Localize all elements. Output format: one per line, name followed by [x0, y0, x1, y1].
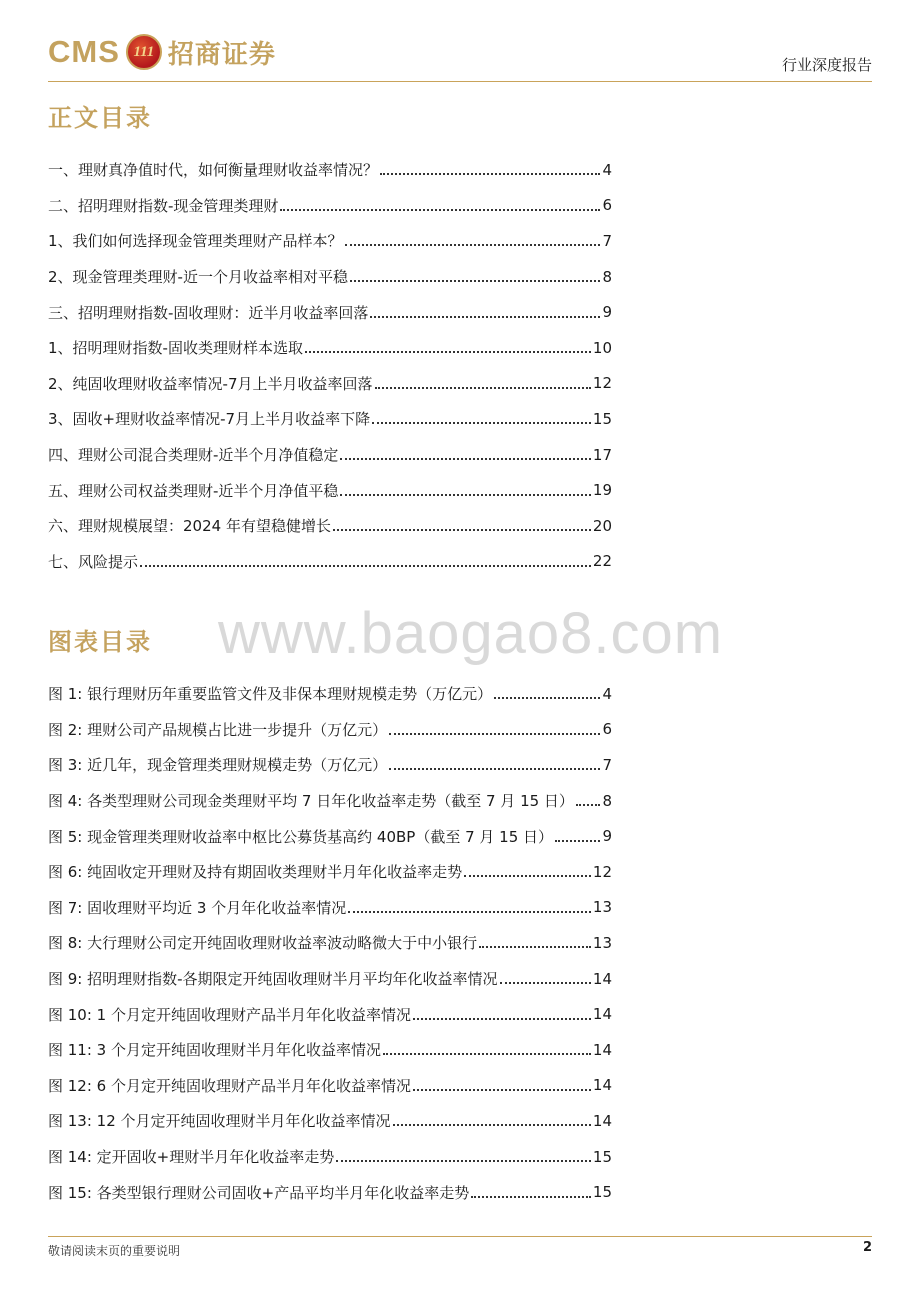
- logo-badge-text: 111: [133, 43, 155, 60]
- toc-entry-label: 六、理财规模展望：2024 年有望稳健增长: [48, 517, 331, 536]
- toc-entry-page: 6: [602, 196, 612, 215]
- toc-entry-leader-dots: [305, 340, 591, 355]
- figure-entry-leader-dots: [555, 829, 600, 844]
- toc-entry-label: 1、招明理财指数-固收类理财样本选取: [48, 339, 303, 358]
- figure-entry-label: 图 14: 定开固收+理财半月年化收益率走势: [48, 1148, 335, 1167]
- toc-entry-page: 12: [592, 374, 612, 393]
- toc-entry-page: 15: [592, 409, 612, 428]
- figure-entry-leader-dots: [413, 1078, 591, 1093]
- toc-entry-label: 一、理财真净值时代，如何衡量理财收益率情况？: [48, 161, 379, 180]
- figure-entry-label: 图 1: 银行理财历年重要监管文件及非保本理财规模走势（万亿元）: [48, 685, 493, 704]
- figure-entry[interactable]: [48, 676, 612, 712]
- figure-entry-label: 图 6: 纯固收定开理财及持有期固收类理财半月年化收益率走势: [48, 863, 463, 882]
- toc-entry-leader-dots: [370, 305, 600, 320]
- report-type-label: 行业深度报告: [781, 56, 872, 74]
- figure-entry-page: 15: [592, 1147, 612, 1166]
- figure-entry-page: 14: [592, 969, 612, 988]
- logo-cms-text: CMS: [48, 34, 120, 69]
- toc-entry-leader-dots: [340, 447, 590, 462]
- figure-entry-leader-dots: [494, 686, 600, 701]
- toc-entry-label: 1、我们如何选择现金管理类理财产品样本？: [48, 232, 343, 251]
- toc-entry[interactable]: [48, 223, 612, 259]
- figure-entry-leader-dots: [479, 935, 591, 950]
- toc-entry-page: 4: [602, 160, 612, 179]
- figure-entry-label: 图 5: 现金管理类理财收益率中枢比公募货基高约 40BP（截至 7 月 15 日）: [48, 827, 554, 846]
- toc-entry[interactable]: [48, 366, 612, 402]
- toc-entry-leader-dots: [340, 483, 590, 498]
- figure-entry-leader-dots: [576, 793, 601, 808]
- figure-entry-page: 6: [602, 720, 612, 739]
- toc-entry-label: 二、招明理财指数-现金管理类理财: [48, 196, 279, 215]
- footer-note: 敬请阅读末页的重要说明: [48, 1244, 181, 1258]
- toc-entry[interactable]: [48, 259, 612, 295]
- figure-entry[interactable]: [48, 890, 612, 926]
- figure-entry-page: 14: [592, 1111, 612, 1130]
- figure-entry-page: 13: [592, 898, 612, 917]
- toc-entry-leader-dots: [372, 411, 591, 426]
- figure-entry-leader-dots: [413, 1007, 591, 1022]
- figure-list: [48, 676, 612, 1210]
- toc-entry-leader-dots: [280, 198, 600, 213]
- toc-entry[interactable]: [48, 294, 612, 330]
- figure-entry-page: 12: [592, 862, 612, 881]
- figure-entry-label: 图 12: 6 个月定开纯固收理财产品半月年化收益率情况: [48, 1076, 411, 1095]
- figure-entry-page: 14: [592, 1005, 612, 1024]
- toc-entry-page: 17: [592, 445, 612, 464]
- figure-entry[interactable]: [48, 961, 612, 997]
- figure-entry-label: 图 3: 近几年，现金管理类理财规模走势（万亿元）: [48, 756, 388, 775]
- toc-entry-label: 2、纯固收理财收益率情况-7月上半月收益率回落: [48, 374, 373, 393]
- toc-entry-leader-dots: [350, 269, 600, 284]
- toc-entry-page: 10: [592, 338, 612, 357]
- figure-entry[interactable]: [48, 1139, 612, 1175]
- toc-entry-page: 9: [602, 303, 612, 322]
- page-number: 2: [862, 1240, 872, 1255]
- figure-entry-page: 15: [592, 1183, 612, 1202]
- toc-title: 正文目录: [48, 103, 152, 132]
- logo-company-name: 招商证券: [167, 39, 276, 70]
- figure-entry[interactable]: [48, 996, 612, 1032]
- figure-entry[interactable]: [48, 783, 612, 819]
- toc-list: [48, 152, 612, 579]
- toc-entry-page: 19: [592, 481, 612, 500]
- figure-entry-leader-dots: [471, 1185, 591, 1200]
- logo-badge-icon: [126, 34, 162, 70]
- figure-entry-label: 图 11: 3 个月定开纯固收理财半月年化收益率情况: [48, 1041, 381, 1060]
- figure-entry-label: 图 8: 大行理财公司定开纯固收理财收益率波动略微大于中小银行: [48, 934, 478, 953]
- toc-entry-leader-dots: [333, 518, 591, 533]
- figure-entry-page: 14: [592, 1040, 612, 1059]
- figure-entry-page: 9: [602, 827, 612, 846]
- page-header: [48, 30, 872, 82]
- toc-entry[interactable]: [48, 472, 612, 508]
- toc-entry-label: 2、现金管理类理财-近一个月收益率相对平稳: [48, 268, 348, 287]
- toc-entry[interactable]: [48, 508, 612, 544]
- figure-entry-label: 图 13: 12 个月定开纯固收理财半月年化收益率情况: [48, 1112, 391, 1131]
- figure-entry-page: 8: [602, 791, 612, 810]
- figure-entry-label: 图 4: 各类型理财公司现金类理财平均 7 日年化收益率走势（截至 7 月 15 日）: [48, 792, 574, 811]
- figure-entry-leader-dots: [500, 971, 591, 986]
- toc-entry[interactable]: [48, 188, 612, 224]
- figure-entry-leader-dots: [383, 1042, 591, 1057]
- toc-entry[interactable]: [48, 152, 612, 188]
- figure-entry[interactable]: [48, 1103, 612, 1139]
- toc-entry-label: 四、理财公司混合类理财-近半个月净值稳定: [48, 446, 339, 465]
- figure-entry-label: 图 10: 1 个月定开纯固收理财产品半月年化收益率情况: [48, 1005, 411, 1024]
- toc-entry-label: 七、风险提示: [48, 552, 139, 571]
- figure-entry[interactable]: [48, 1068, 612, 1104]
- toc-entry[interactable]: [48, 401, 612, 437]
- figure-entry[interactable]: [48, 1032, 612, 1068]
- toc-entry-page: 22: [592, 552, 612, 571]
- toc-entry[interactable]: [48, 544, 612, 580]
- footer-divider: [48, 1236, 872, 1237]
- figure-entry-leader-dots: [393, 1113, 591, 1128]
- figure-entry-leader-dots: [464, 864, 591, 879]
- toc-entry-leader-dots: [345, 233, 601, 248]
- figure-entry-page: 13: [592, 933, 612, 952]
- figure-entry[interactable]: [48, 818, 612, 854]
- figure-list-title: 图表目录: [48, 627, 152, 656]
- figure-entry-label: 图 15: 各类型银行理财公司固收+产品平均半月年化收益率走势: [48, 1183, 470, 1202]
- figure-entry-leader-dots: [348, 900, 591, 915]
- figure-entry[interactable]: [48, 925, 612, 961]
- watermark: www.baogao8.com: [218, 601, 724, 666]
- figure-entry[interactable]: [48, 747, 612, 783]
- toc-entry-page: 8: [602, 267, 612, 286]
- figure-entry-leader-dots: [389, 722, 600, 737]
- toc-entry-page: 20: [592, 516, 612, 535]
- figure-entry-leader-dots: [336, 1149, 591, 1164]
- toc-entry[interactable]: [48, 330, 612, 366]
- header-divider: [48, 81, 872, 82]
- figure-entry-page: 14: [592, 1076, 612, 1095]
- company-logo: [48, 32, 276, 72]
- figure-entry-label: 图 9: 招明理财指数-各期限定开纯固收理财半月平均年化收益率情况: [48, 970, 498, 989]
- figure-entry-page: 4: [602, 684, 612, 703]
- figure-entry-page: 7: [602, 755, 612, 774]
- toc-entry-page: 7: [602, 231, 612, 250]
- figure-entry-leader-dots: [389, 757, 600, 772]
- toc-entry-label: 五、理财公司权益类理财-近半个月净值平稳: [48, 481, 339, 500]
- toc-entry[interactable]: [48, 437, 612, 473]
- toc-entry-label: 三、招明理财指数-固收理财：近半月收益率回落: [48, 303, 369, 322]
- toc-entry-leader-dots: [140, 554, 591, 569]
- figure-entry[interactable]: [48, 1174, 612, 1210]
- figure-entry-label: 图 2: 理财公司产品规模占比进一步提升（万亿元）: [48, 720, 388, 739]
- figure-entry[interactable]: [48, 854, 612, 890]
- toc-entry-label: 3、固收+理财收益率情况-7月上半月收益率下降: [48, 410, 371, 429]
- figure-entry[interactable]: [48, 712, 612, 748]
- toc-entry-leader-dots: [380, 162, 600, 177]
- toc-entry-leader-dots: [375, 376, 591, 391]
- figure-entry-label: 图 7: 固收理财平均近 3 个月年化收益率情况: [48, 898, 347, 917]
